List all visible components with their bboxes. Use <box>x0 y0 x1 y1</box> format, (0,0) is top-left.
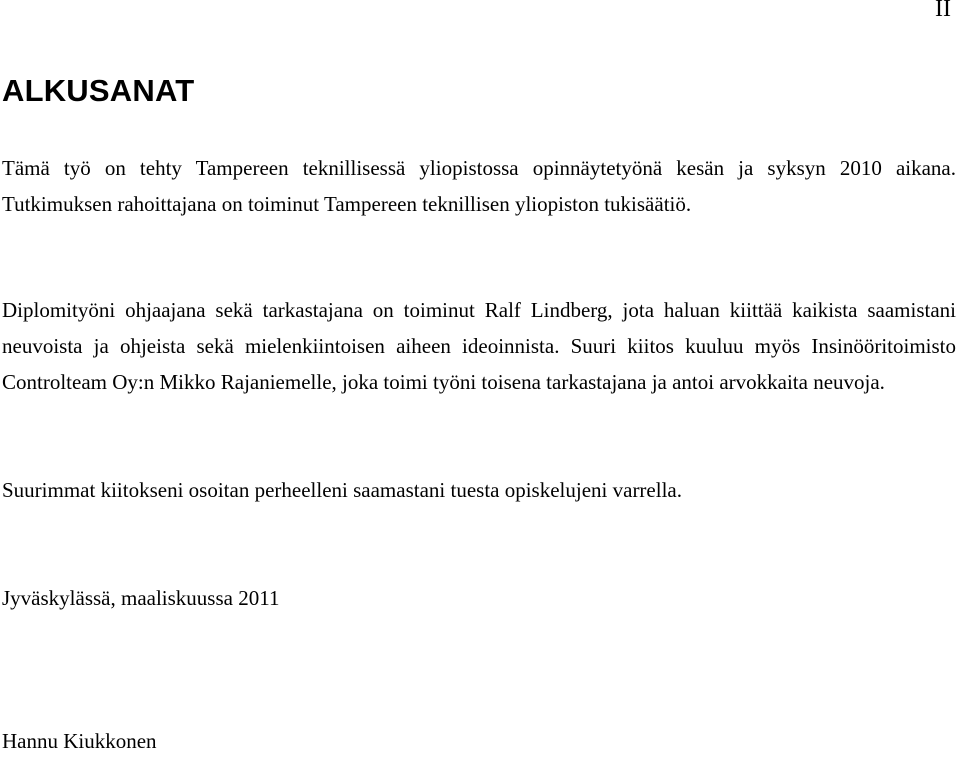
paragraph-funding: Tämä työ on tehty Tampereen teknillisessä yliopistossa opinnäytetyönä kesän ja syksyn 2010 aikana. Tutkimuksen rahoittajana on toiminut Tampereen teknillisen yliopiston tukisäätiö. <box>2 156 956 216</box>
place-and-date: Jyväskylässä, maaliskuussa 2011 <box>2 586 280 610</box>
paragraph-family: Suurimmat kiitokseni osoitan perheelleni saamastani tuesta opiskelujeni varrella. <box>2 478 682 502</box>
page-title: ALKUSANAT <box>2 73 195 108</box>
author-name: Hannu Kiukkonen <box>2 729 157 753</box>
page-number: II <box>935 0 951 22</box>
paragraph-supervisors: Diplomityöni ohjaajana sekä tarkastajana on toiminut Ralf Lindberg, jota haluan kiittää kaikista saamistani neuvoista ja ohjeista sekä mielenkiintoisen aiheen ideoinnista. Suuri kiitos kuuluu myös Insinööritoimisto Controlteam Oy:n Mikko Rajaniemelle, joka toimi työni toisena tarkastajana ja antoi arvokkaita neuvoja. <box>2 298 956 394</box>
